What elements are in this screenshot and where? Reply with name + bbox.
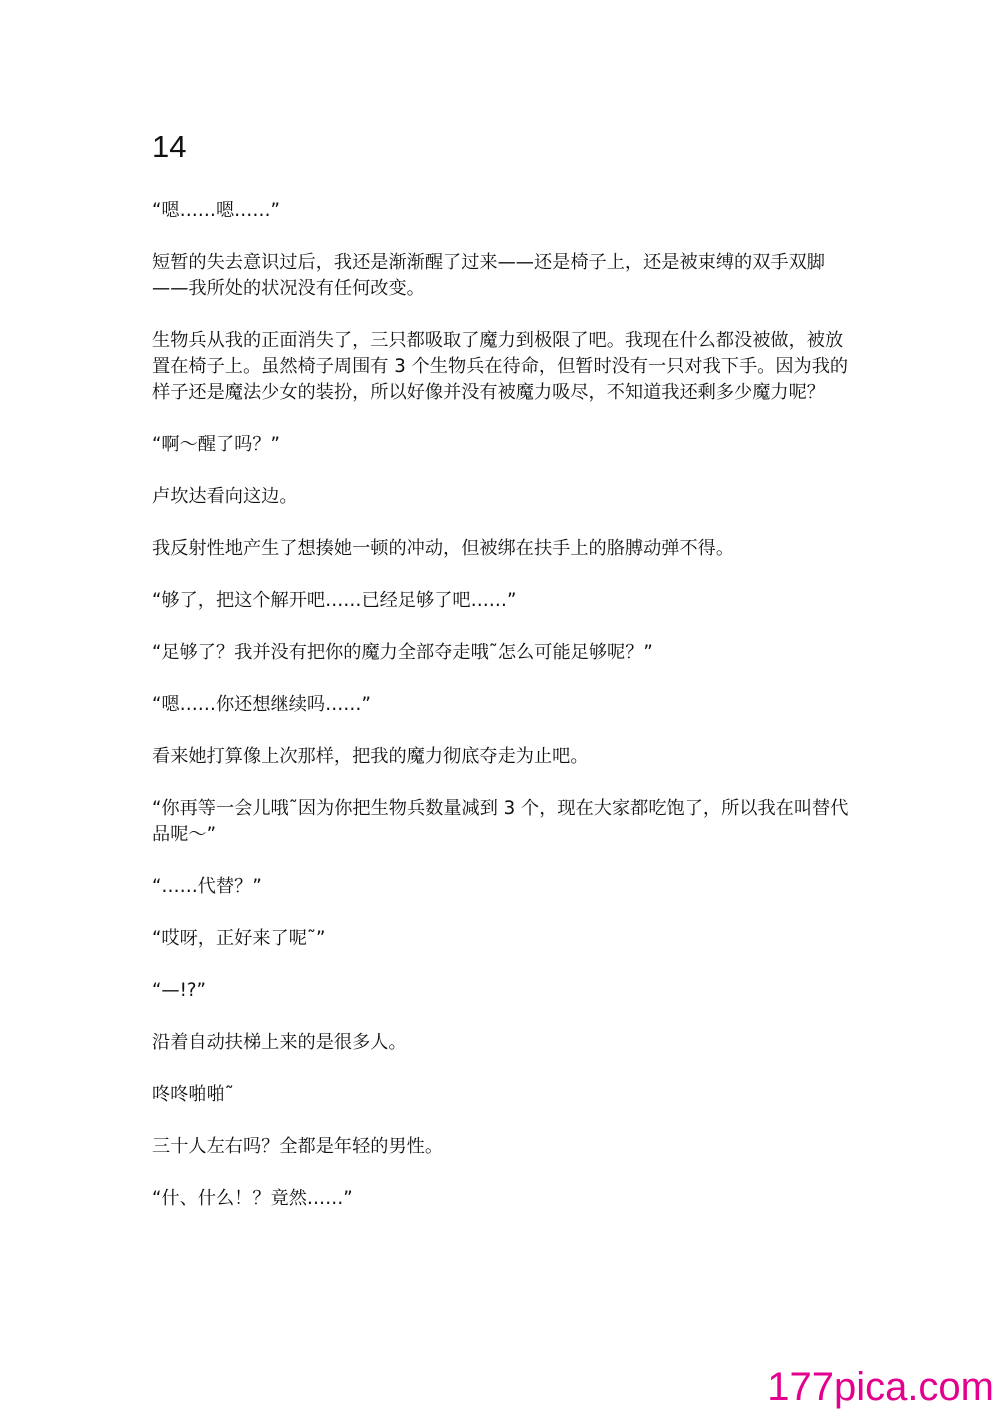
paragraph: 生物兵从我的正面消失了，三只都吸取了魔力到极限了吧。我现在什么都没被做，被放置在椅子上。虽然椅子周围有 3 个生物兵在待命，但暂时没有一只对我下手。因为我的样子还是魔法少女的装扮，所以好像并没有被魔力吸尽，不知道我还剩多少魔力呢？ — [152, 330, 849, 403]
paragraph: 我反射性地产生了想揍她一顿的冲动，但被绑在扶手上的胳膊动弹不得。 — [152, 538, 735, 559]
paragraph: “足够了？我并没有把你的魔力全部夺走哦˜怎么可能足够呢？” — [152, 642, 653, 663]
paragraph: 短暂的失去意识过后，我还是渐渐醒了过来——还是椅子上，还是被束缚的双手双脚——我所处的状况没有任何改变。 — [152, 252, 825, 299]
paragraph: “够了，把这个解开吧……已经足够了吧……” — [152, 590, 517, 611]
paragraph: 看来她打算像上次那样，把我的魔力彻底夺走为止吧。 — [152, 746, 589, 767]
paragraph: “嗯……嗯……” — [152, 200, 280, 221]
paragraph: “什、什么！？竟然……” — [152, 1188, 353, 1209]
paragraph: 三十人左右吗？全都是年轻的男性。 — [152, 1136, 444, 1157]
paragraph: 咚咚啪啪˜ — [152, 1084, 234, 1105]
story-text — [152, 198, 852, 1212]
paragraph: 沿着自动扶梯上来的是很多人。 — [152, 1032, 407, 1053]
page-content — [152, 128, 852, 1238]
paragraph: “哎呀，正好来了呢˜” — [152, 928, 326, 949]
paragraph: “啊～醒了吗？” — [152, 434, 280, 455]
paragraph: “—!?” — [152, 980, 206, 1001]
paragraph: “你再等一会儿哦˜因为你把生物兵数量减到 3 个，现在大家都吃饱了，所以我在叫替代品呢～” — [152, 798, 849, 845]
chapter-number: 14 — [152, 129, 187, 164]
paragraph: 卢坎达看向这边。 — [152, 486, 298, 507]
watermark-text: 177pica.com — [767, 1365, 994, 1409]
paragraph: “嗯……你还想继续吗……” — [152, 694, 371, 715]
paragraph: “……代替？” — [152, 876, 262, 897]
